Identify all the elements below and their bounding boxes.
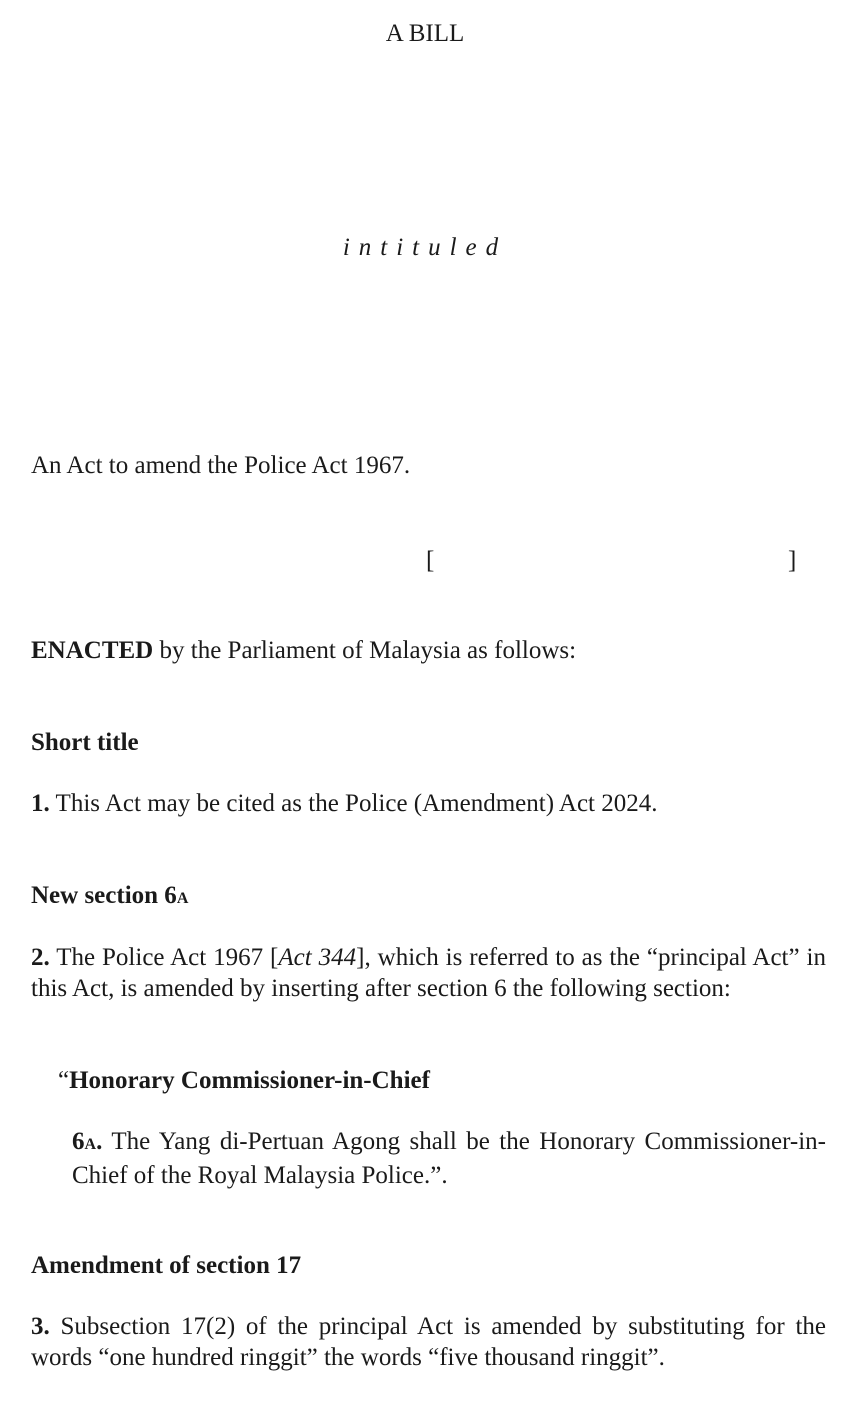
- inserted-number: [72, 1128, 102, 1155]
- section-2-text: [31, 942, 826, 1004]
- enacted-keyword: ENACTED: [31, 637, 154, 664]
- enacting-text: by the Parliament of Malaysia as follows:: [153, 637, 577, 664]
- section-3-number: 3.: [31, 1313, 50, 1340]
- section-3-body: Subsection 17(2) of the principal Act is amended by substituting for the words “one hundred ringgit” the words “five thousand ringgit”.: [31, 1313, 826, 1371]
- enacting-clause: [31, 635, 826, 666]
- inserted-section-text: [72, 1126, 826, 1191]
- inserted-number-dot: .: [96, 1128, 103, 1155]
- section-1-heading: Short title: [31, 729, 139, 756]
- section-2-heading: [31, 880, 826, 914]
- section-2-body-a: The Police Act 1967 [: [49, 944, 279, 971]
- inserted-number-main: 6: [72, 1128, 85, 1155]
- inserted-open-quote: “: [58, 1067, 70, 1094]
- inserted-section-heading: [58, 1065, 826, 1096]
- date-bracket-open: [: [426, 547, 435, 574]
- section-1-number: 1.: [31, 790, 50, 817]
- long-title: An Act to amend the Police Act 1967.: [31, 452, 411, 479]
- section-1-body: This Act may be cited as the Police (Amendment) Act 2024.: [49, 790, 658, 817]
- section-2-heading-suffix: A: [176, 890, 189, 907]
- section-1-text: [31, 788, 826, 819]
- inserted-body: The Yang di-Pertuan Agong shall be the Honorary Commissioner-in-Chief of the Royal Malaysia Police.”.: [72, 1128, 826, 1189]
- inserted-heading-text: Honorary Commissioner-in-Chief: [69, 1067, 430, 1094]
- section-2-number: 2.: [31, 944, 50, 971]
- section-3-text: [31, 1311, 826, 1373]
- date-bracket-close: ]: [788, 547, 797, 574]
- bill-title: A BILL: [385, 20, 465, 47]
- section-2-body-b: ], which is referred to as the “principal Act” in this Act, is amended by inserting after section 6 the following section:: [31, 944, 826, 1002]
- section-3-heading: Amendment of section 17: [31, 1252, 302, 1279]
- section-2-heading-main: New section 6: [31, 882, 177, 909]
- section-2-act-ref: Act 344: [278, 944, 357, 971]
- inserted-number-suffix: A: [84, 1136, 97, 1153]
- intituled-label: intituled: [342, 234, 508, 261]
